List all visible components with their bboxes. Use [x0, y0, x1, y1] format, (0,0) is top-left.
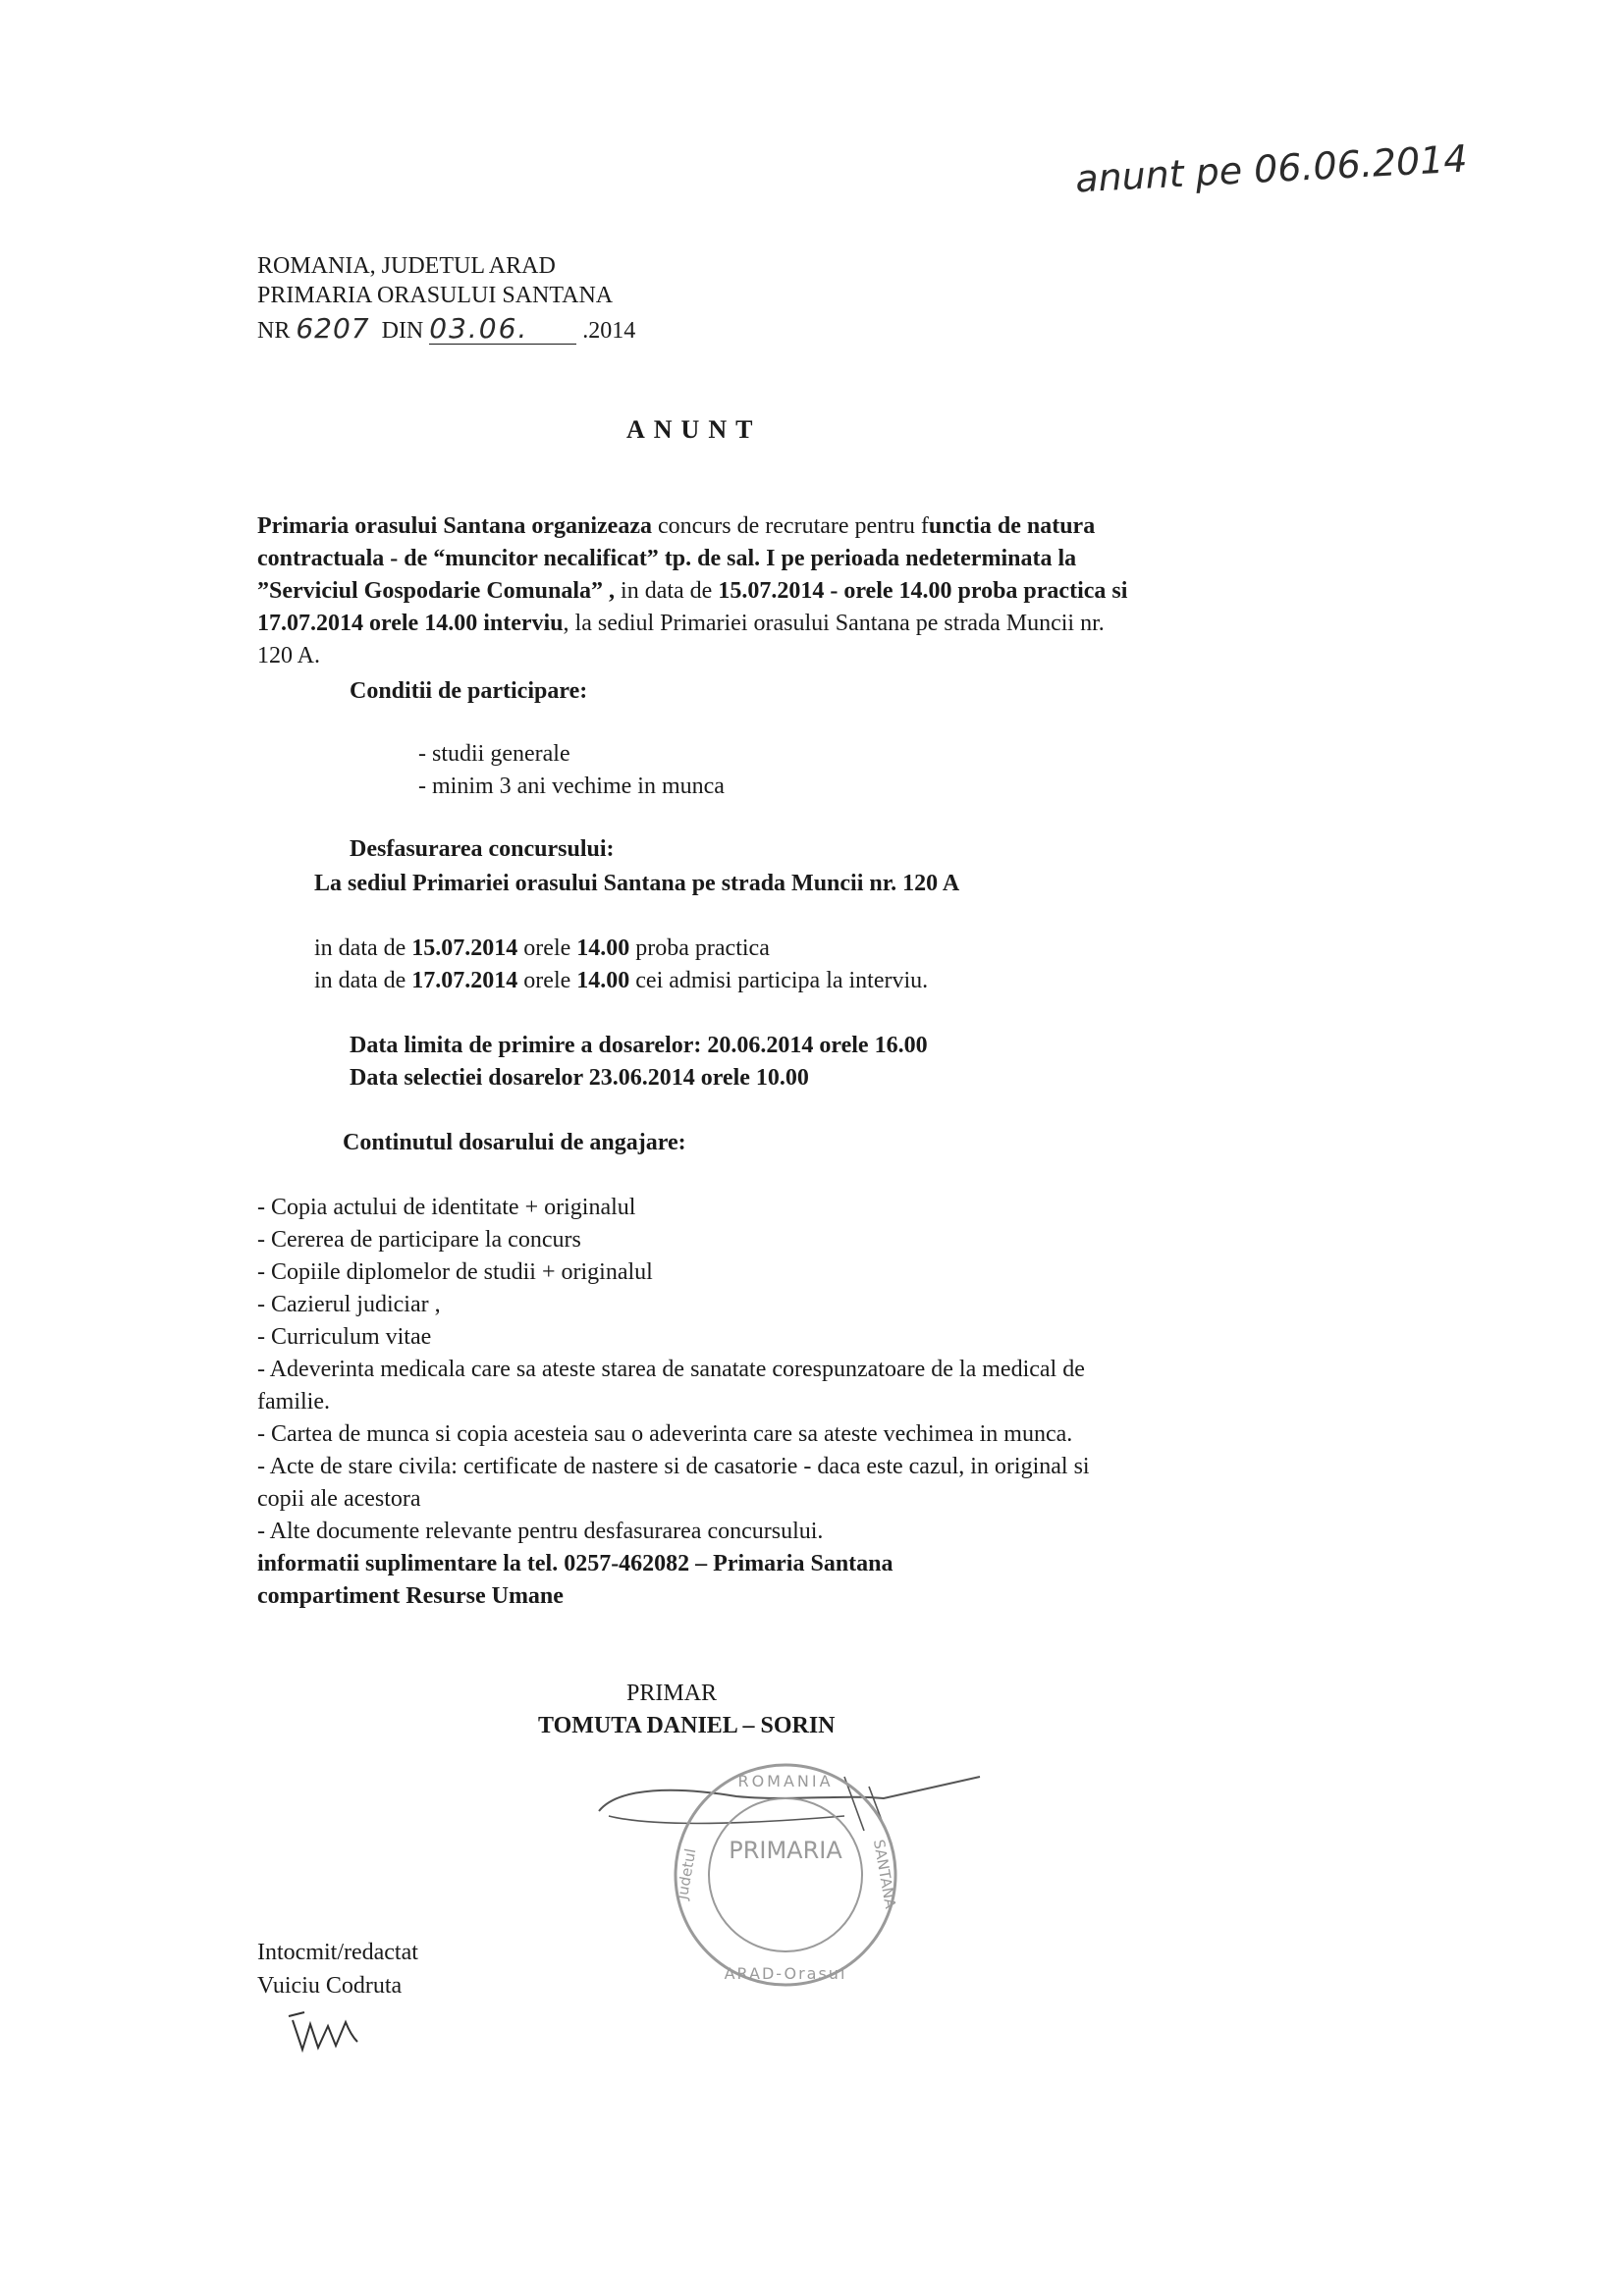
din-label: DIN	[381, 318, 424, 344]
intro-line-2	[257, 544, 1076, 573]
header-line-2: PRIMARIA ORASULUI SANTANA	[257, 283, 614, 308]
text-run: 17.07.2014	[411, 968, 518, 993]
stamp-ring-top: ROMANIA	[737, 1772, 834, 1790]
author-initials	[285, 2002, 363, 2061]
year-label: .2014	[582, 318, 636, 344]
dosar-line: familie.	[257, 1389, 330, 1415]
text-run: unctia de natura	[928, 513, 1096, 539]
stamp-ring-bottom: ARAD-Orasul	[724, 1964, 847, 1983]
dosar-line: - Cererea de participare la concurs	[257, 1227, 581, 1253]
official-stamp	[668, 1757, 903, 1993]
conditions-heading: Conditii de participare:	[350, 678, 588, 704]
text-run: , la sediul Primariei orasului Santana pe strada Muncii nr.	[563, 611, 1105, 636]
deadline-selection: Data selectiei dosarelor 23.06.2014 orele 10.00	[350, 1065, 809, 1091]
condition-item: - minim 3 ani vechime in munca	[418, 774, 725, 799]
header-registration	[257, 314, 635, 346]
info-line-1: informatii suplimentare la tel. 0257-462082 – Primaria Santana	[257, 1551, 893, 1576]
dosar-heading: Continutul dosarului de angajare:	[343, 1130, 686, 1155]
text-run: orele	[517, 935, 577, 961]
dosar-line: - Copiile diplomelor de studii + originalul	[257, 1259, 653, 1285]
header-line-1: ROMANIA, JUDETUL ARAD	[257, 253, 556, 279]
desfasurare-date-2	[314, 966, 928, 995]
signature-name: TOMUTA DANIEL – SORIN	[538, 1713, 836, 1738]
text-run: contractuala - de “muncitor necalificat” tp. de sal. I pe perioada nedeterminata la	[257, 546, 1077, 571]
text-run: 120 A.	[257, 643, 321, 668]
dosar-line: - Acte de stare civila: certificate de nastere si de casatorie - daca este cazul, in original si	[257, 1454, 1090, 1479]
stamp-ring-right: SANTANA	[869, 1838, 899, 1910]
intro-line-4	[257, 609, 1105, 638]
text-run: 15.07.2014	[411, 935, 518, 961]
text-run: 17.07.2014 orele 14.00 interviu	[257, 611, 564, 636]
dosar-line: - Copia actului de identitate + originalul	[257, 1195, 636, 1220]
stamp-ring-left: Judetul	[673, 1846, 700, 1901]
document-title: ANUNT	[626, 415, 762, 444]
dosar-line: copii ale acestora	[257, 1486, 421, 1512]
dosar-line: - Cartea de munca si copia acesteia sau o adeverinta care sa ateste vechimea in munca.	[257, 1421, 1073, 1447]
text-run: cei admisi participa la interviu.	[629, 968, 929, 993]
text-run: ”Serviciul Gospodarie Comunala” ,	[257, 578, 616, 604]
intro-line-5	[257, 641, 320, 670]
stamp-center: PRIMARIA	[729, 1837, 842, 1864]
text-run: Primaria orasului Santana organizeaza	[257, 513, 652, 539]
text-run: in data de	[314, 935, 412, 961]
desfasurare-location: La sediul Primariei orasului Santana pe strada Muncii nr. 120 A	[314, 871, 960, 896]
date-handwritten: 03.06.	[429, 314, 576, 345]
dosar-line: - Curriculum vitae	[257, 1324, 432, 1350]
text-run: 14.00	[576, 968, 630, 993]
desfasurare-heading: Desfasurarea concursului:	[350, 836, 615, 862]
text-run: 15.07.2014 - orele 14.00 proba practica si	[718, 578, 1128, 604]
text-run: orele	[517, 968, 577, 993]
intro-line-3	[257, 576, 1127, 606]
text-run: 14.00	[576, 935, 630, 961]
deadline-limit: Data limita de primire a dosarelor: 20.06.2014 orele 16.00	[350, 1033, 928, 1058]
text-run: in data de	[314, 968, 412, 993]
text-run: proba practica	[629, 935, 770, 961]
text-run: concurs de recrutare pentru f	[651, 513, 929, 539]
dosar-line: - Adeverinta medicala care sa ateste starea de sanatate corespunzatoare de la medical de	[257, 1357, 1085, 1382]
dosar-line: - Cazierul judiciar ,	[257, 1292, 441, 1317]
nr-handwritten: 6207	[296, 312, 370, 345]
text-run: in data de	[615, 578, 719, 604]
footer-author: Vuiciu Codruta	[257, 1973, 403, 1999]
info-line-2: compartiment Resurse Umane	[257, 1583, 564, 1609]
dosar-line: - Alte documente relevante pentru desfasurarea concursului.	[257, 1519, 824, 1544]
condition-item: - studii generale	[418, 741, 570, 767]
signature-role: PRIMAR	[626, 1681, 718, 1706]
desfasurare-date-1	[314, 934, 770, 963]
intro-line-1	[257, 511, 1095, 541]
handwritten-note: anunt pe 06.06.2014	[1074, 136, 1469, 201]
footer-prepared-by: Intocmit/redactat	[257, 1940, 418, 1965]
nr-label: NR	[257, 318, 291, 344]
